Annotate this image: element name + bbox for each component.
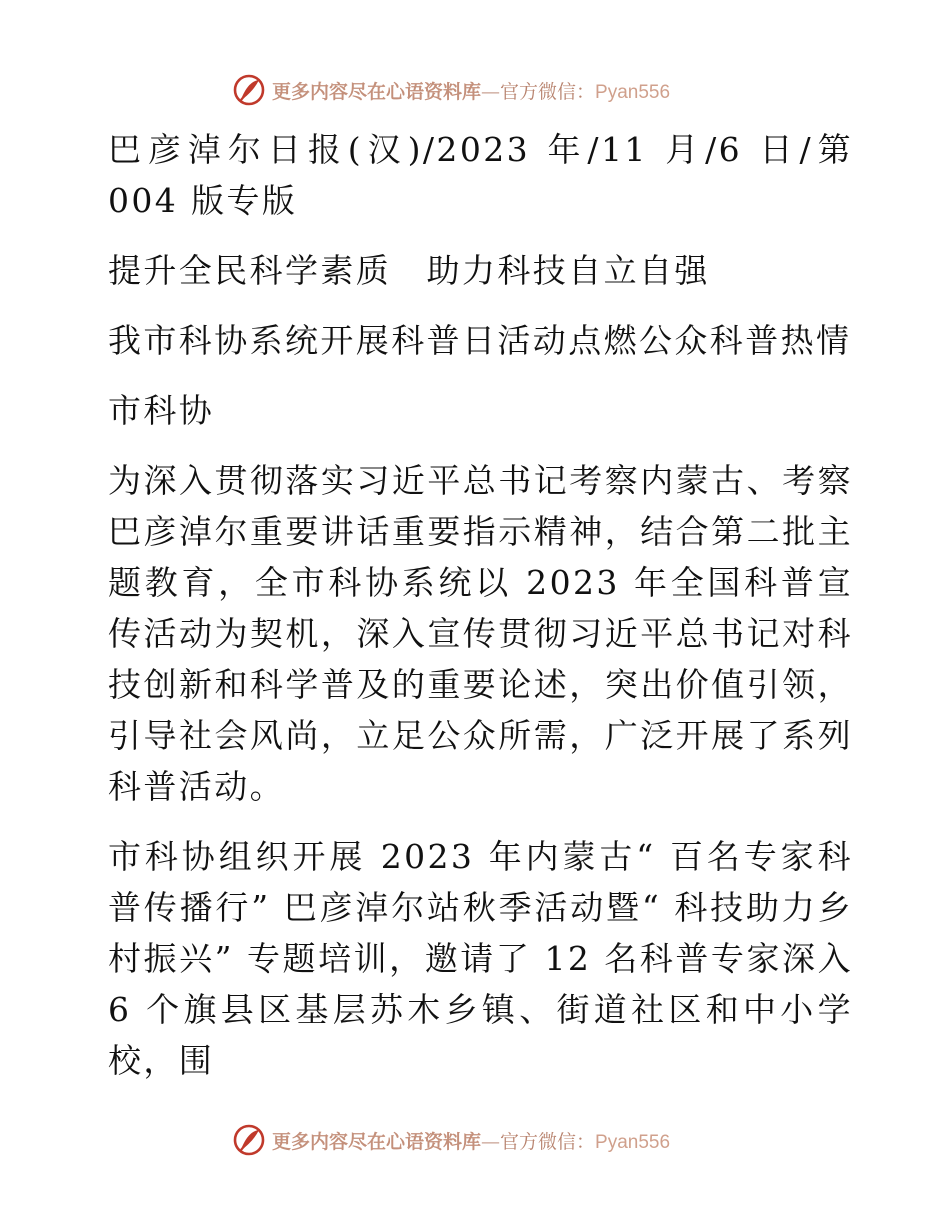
watermark-contact-label: 官方微信： [500,80,596,103]
watermark-text [272,1127,670,1154]
article-source-line: 巴彦淖尔日报(汉)/2023 年/11 月/6 日/第 004 版专版 [108,130,853,220]
article-paragraph: 市科协组织开展 2023 年内蒙古“ 百名专家科普传播行” 巴彦淖尔站秋季活动暨“ 科技助力乡村振兴” 专题培训，邀请了 12 名科普专家深入 6 个旗县区基层苏木乡镇、街道社区和中小学校，围 [108,837,853,1080]
watermark-text [272,77,670,104]
header-watermark [232,72,670,108]
watermark-separator: — [481,80,501,103]
article-body [97,124,853,1105]
article-subheadline: 我市科协系统开展科普日活动点燃公众科普热情 [108,321,852,360]
footer-watermark [232,1122,670,1158]
watermark-contact-label: 官方微信： [500,1130,596,1153]
watermark-brand: 更多内容尽在心语资料库 [272,80,482,103]
quill-seal-logo-icon [232,1123,266,1157]
watermark-contact-id: Pyan556 [595,1131,671,1153]
watermark-separator: — [481,1130,501,1153]
article-author: 市科协 [108,391,215,430]
quill-seal-logo-icon [232,73,266,107]
watermark-brand: 更多内容尽在心语资料库 [272,1130,482,1153]
article-headline: 提升全民科学素质 助力科技自立自强 [108,251,710,290]
article-paragraph: 为深入贯彻落实习近平总书记考察内蒙古、考察巴彦淖尔重要讲话重要指示精神，结合第二批主题教育，全市科协系统以 2023 年全国科普宣传活动为契机，深入宣传贯彻习近平总书记对科技创新和科学普及的重要论述，突出价值引领，引导社会风尚，立足公众所需，广泛开展了系列科普活动。 [108,461,853,806]
watermark-contact-id: Pyan556 [595,81,671,103]
